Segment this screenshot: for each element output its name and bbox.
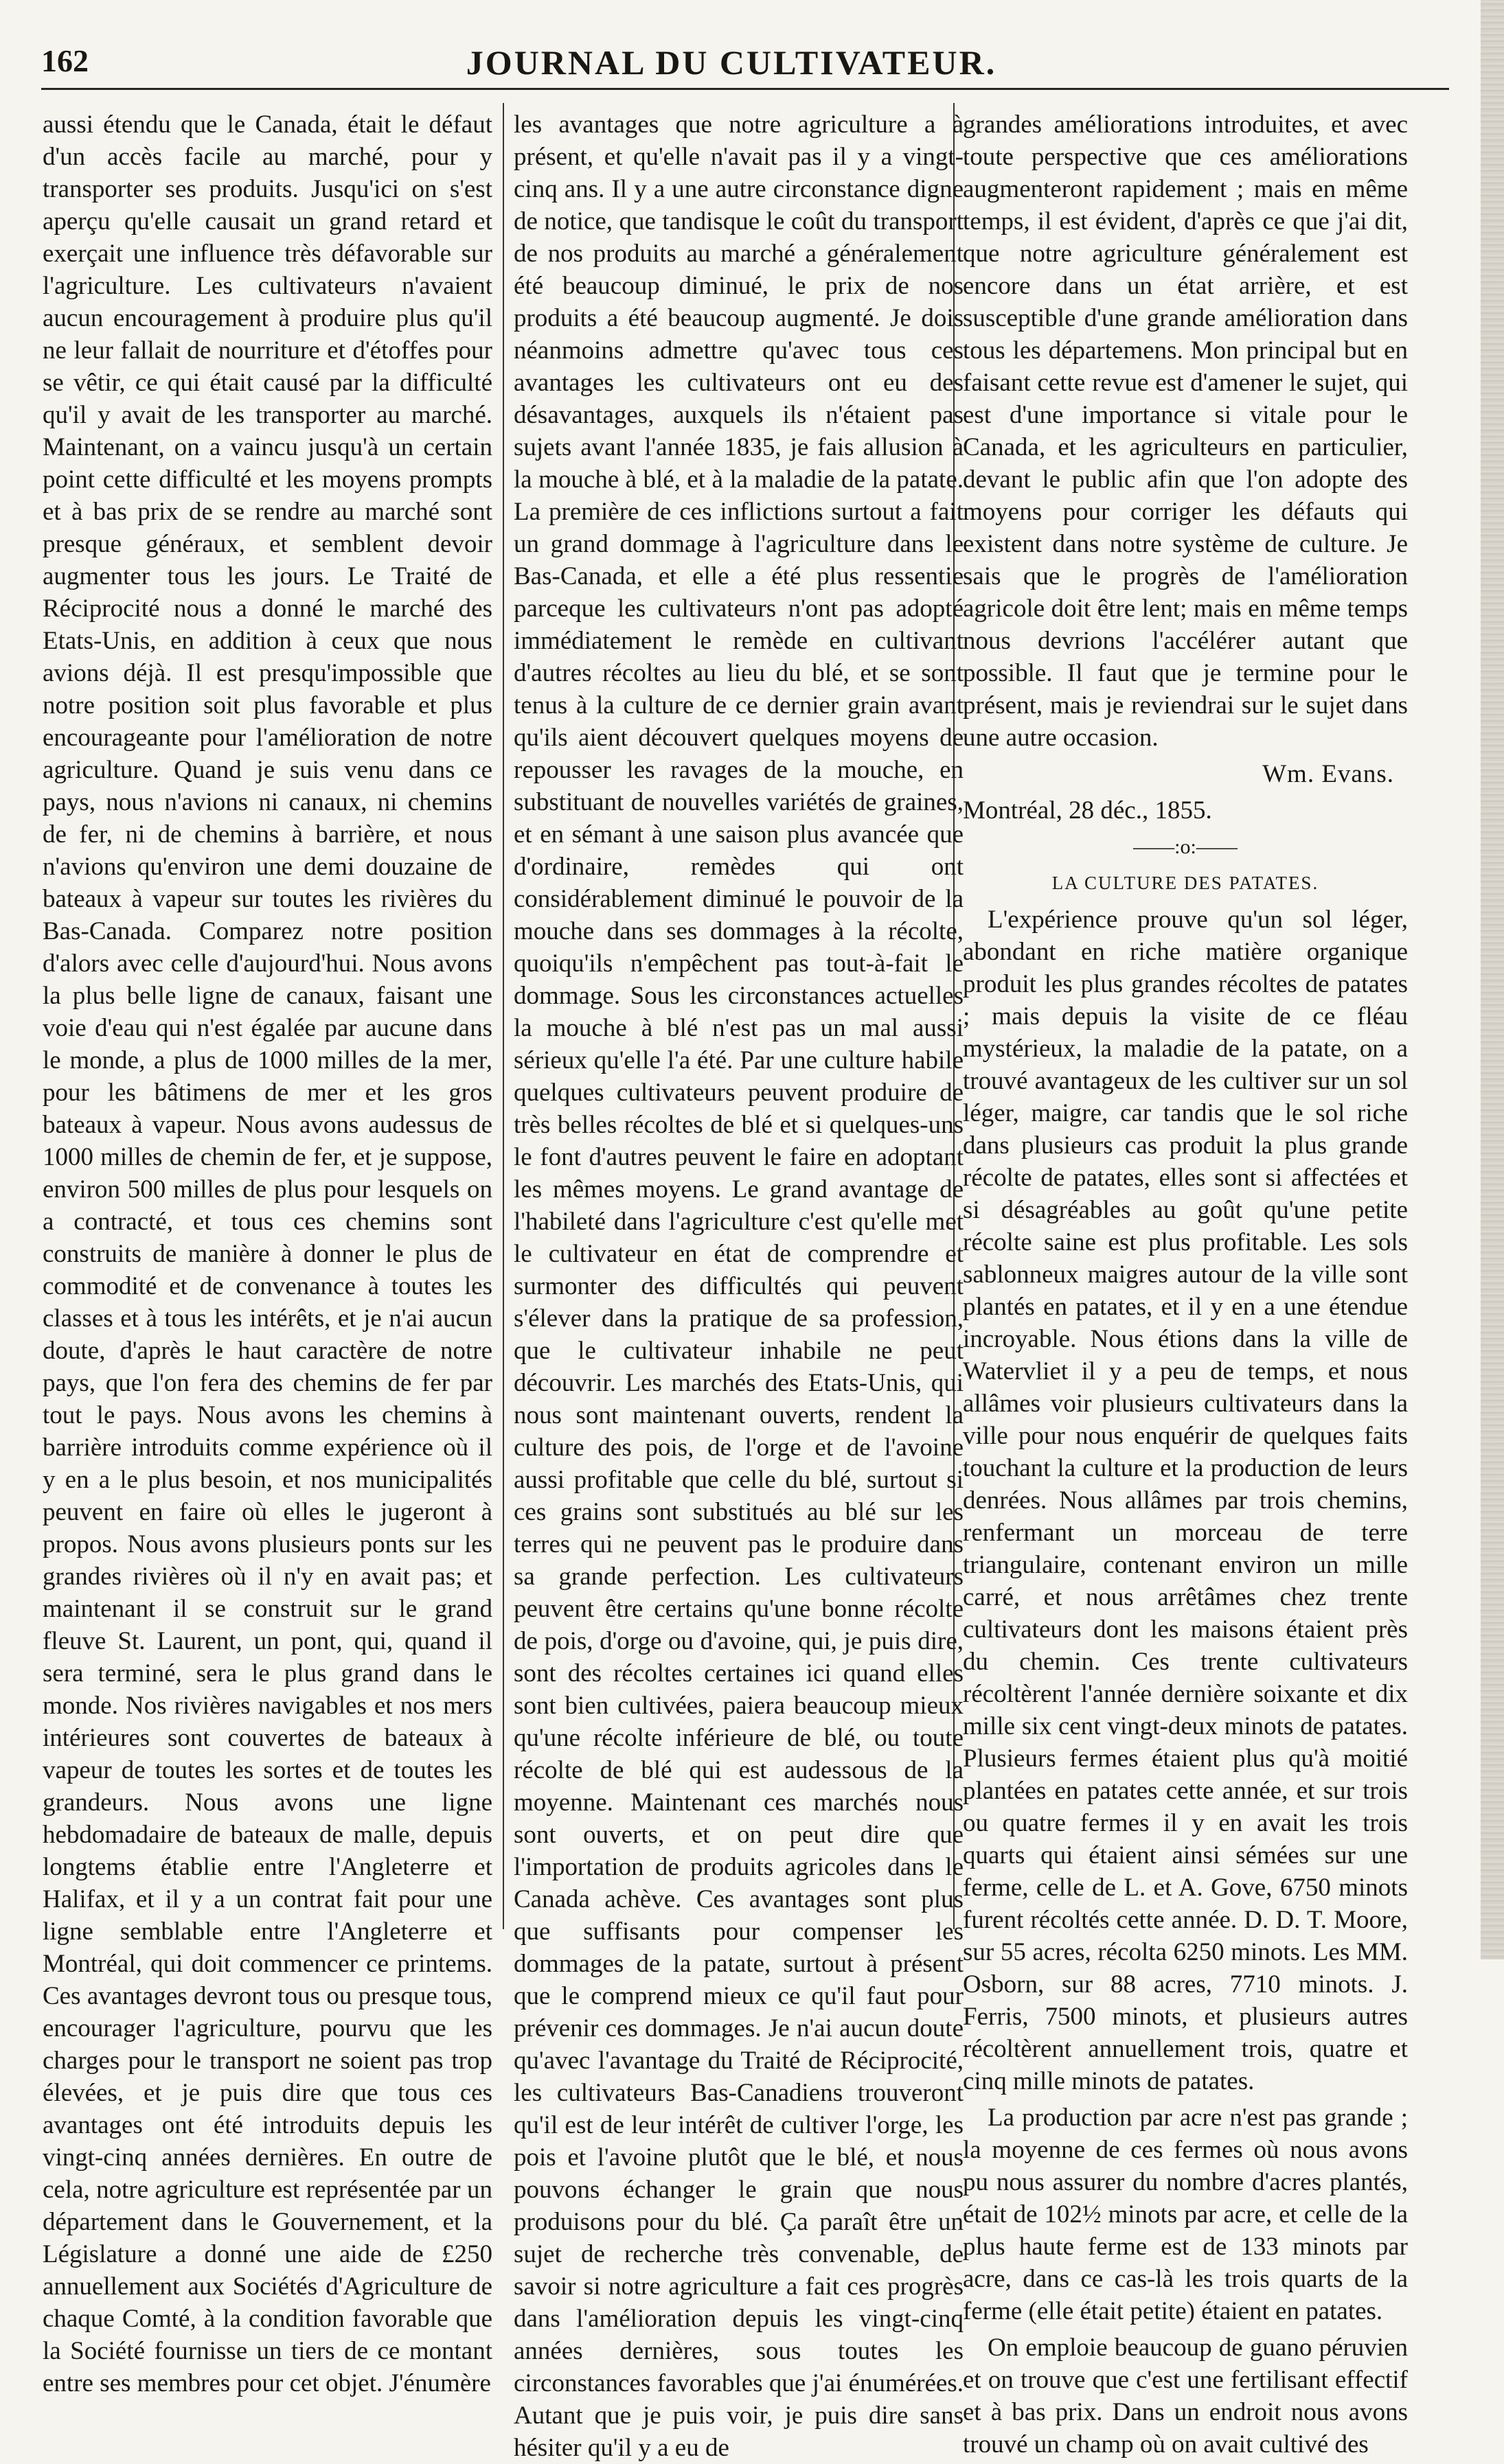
column-3-paragraph-conclusion: grandes améliorations introduites, et avec toute perspective que ces améliorations augmenteront rapidement ; mais en même temps, il est évident, d'après ce que j'ai dit, que notre agriculture généralement est encore dans un état arrière, et est susceptible d'une grande amélioration dans tous les départemens. Mon principal but en faisant cette revue est d'amener le sujet, qui est d'une importance si vitale pour le Canada, et les agriculteurs en particulier, devant le public afin que l'on adopte des moyens pour corriger les défauts qui existent dans notre système de culture. Je sais que le progrès de l'amélioration agricole doit être lent; mais en même temps nous devrions l'accélérer autant que possible. Il faut que je termine pour le présent, mais je reviendrai sur le sujet dans une autre occasion. (963, 111, 1408, 752)
column-2 (514, 108, 964, 2462)
dateline: Montréal, 28 déc., 1855. (963, 796, 1212, 825)
column-1-paragraph: aussi étendu que le Canada, était le défaut d'un accès facile au marché, pour y transporter ses produits. Jusqu'ici on s'est aperçu qu'elle causait un grand retard et exerçait une influence très défavorable sur l'agriculture. Les cultivateurs n'avaient aucun encouragement à produire plus qu'il ne leur fallait de nourriture et d'étoffes pour se vêtir, ce qui était causé par la difficulté qu'il y avait de les transporter au marché. Maintenant, on a vaincu jusqu'à un certain point cette difficulté et les moyens prompts et à bas prix de se rendre au marché sont presque généraux, et semblent devoir augmenter tous les jours. Le Traité de Réciprocité nous a donné le marché des Etats-Unis, en addition à ceux que nous avions déjà. Il est presqu'impossible que notre position soit plus favorable et plus encourageante pour l'amélioration de notre agriculture. Quand je suis venu dans ce pays, nous n'avions ni canaux, ni chemins de fer, ni de chemins à barrière, et nous n'avions qu'environ une demi douzaine de bateaux à vapeur sur toutes les rivières du Bas-Canada. Comparez notre position d'alors avec celle d'aujourd'hui. Nous avons la plus belle ligne de canaux, faisant une voie d'eau qui n'est égalée par aucune dans le monde, a plus de 1000 milles de la mer, pour les bâtimens de mer et les gros bateaux à vapeur. Nous avons audessus de 1000 milles de chemin de fer, et je suppose, environ 500 milles de plus pour lesquels on a contracté, et tous ces chemins sont construits de manière à donner le plus de commodité et de convenance à toutes les classes et à tous les intérêts, et je n'ai aucun doute, d'après le haut caractère de notre pays, que l'on fera des chemins de fer par tout le pays. Nous avons les chemins à barrière introduits comme expérience où il y en a le plus besoin, et nos municipalités peuvent en faire où elles le jugeront à propos. Nous avons plusieurs ponts sur les grandes rivières où il n'y en avait pas; et maintenant il se construit sur le grand fleuve St. Laurent, un pont, qui, quand il sera terminé, sera le plus grand dans le monde. Nos rivières navigables et nos mers intérieures sont couvertes de bateaux à vapeur de toutes les sortes et de toutes les grandeurs. Nous avons une ligne hebdomadaire de bateaux de malle, depuis longtems établie entre l'Angleterre et Halifax, et il y a un contrat fait pour une ligne semblable entre l'Angleterre et Montréal, qui doit commencer ce printems. Ces avantages devront tous ou presque tous, encourager l'agriculture, pourvu que les charges pour le transport ne soient pas trop élevées, et je puis dire que tous ces avantages ont été introduits depuis les vingt-cinq années dernières. En outre de cela, notre agriculture est représentée par un département dans le Gouvernement, et la Législature a donné une aide de £250 annuellement aux Sociétés d'Agriculture de chaque Comté, à la condition favorable que la Société fournisse un tiers de ce montant entre ses membres pour cet objet. J'énumère (43, 111, 492, 2397)
column-1 (43, 108, 492, 2397)
column-2-paragraph: les avantages que notre agriculture a à présent, et qu'elle n'avait pas il y a vingt-cinq ans. Il y a une autre circonstance digne de notice, que tandisque le coût du transport de nos produits au marché a généralement été beaucoup diminué, le prix de nos produits a été beaucoup augmenté. Je dois néanmoins admettre qu'avec tous ces avantages les cultivateurs ont eu des désavantages, auxquels ils n'étaient pas sujets avant l'année 1835, je fais allusion à la mouche à blé, et à la maladie de la patate. La première de ces inflictions surtout a fait un grand dommage à l'agriculture dans le Bas-Canada, et elle a été plus ressentie parceque les cultivateurs n'ont pas adopté immédiatement le remède en cultivant d'autres récoltes au lieu du blé, et se sont tenus à la culture de ce dernier grain avant qu'ils aient découvert quelques moyens de repousser les ravages de la mouche, en substituant de nouvelles variétés de graines, et en sémant à une saison plus avancée que d'ordinaire, remèdes qui ont considérablement diminué le pouvoir de la mouche dans ses dommages à la récolte, quoiqu'ils n'empêchent pas tout-à-fait le dommage. Sous les circonstances actuelles la mouche à blé n'est pas un mal aussi sérieux qu'elle l'a été. Par une culture habile quelques cultivateurs peuvent produire de très belles récoltes de blé et si quelques-uns le font d'autres peuvent le faire en adoptant les mêmes moyens. Le grand avantage de l'habileté dans l'agriculture c'est qu'elle met le cultivateur en état de comprendre et surmonter des difficultés qui peuvent s'élever dans la pratique de sa profession, que le cultivateur inhabile ne peut découvrir. Les marchés des Etats-Unis, qui nous sont maintenant ouverts, rendent la culture des pois, de l'orge et de l'avoine aussi profitable que celle du blé, surtout si ces grains sont substitués au blé sur les terres qui ne peuvent pas le produire dans sa grande perfection. Les cultivateurs peuvent être certains qu'une bonne récolte de pois, d'orge ou d'avoine, qui, je puis dire, sont des récoltes certaines ici quand elles sont bien cultivées, paiera beaucoup mieux qu'une récolte inférieure de blé, ou toute récolte de blé qui est audessous de la moyenne. Maintenant ces marchés nous sont ouverts, et on peut dire que l'importation de produits agricoles dans le Canada achève. Ces avantages sont plus que suffisants pour compenser les dommages de la patate, surtout à présent que le comprend mieux ce qu'il faut pour prévenir ces dommages. Je n'ai aucun doute qu'avec l'avantage du Traité de Réciprocité, les cultivateurs Bas-Canadiens trouveront qu'il est de leur intérêt de cultiver l'orge, les pois et l'avoine plutôt que le blé, et nous pouvons échanger le grain que nous produisons pour du blé. Ça paraît être un sujet de recherche très convenable, de savoir si notre agriculture a fait ces progrès dans l'amélioration depuis les vingt-cinq années dernières, sous toutes les circonstances favorables que j'ai énumérées. Autant que je puis voir, je puis dire sans hésiter qu'il y a eu de (514, 111, 964, 2462)
journal-title: JOURNAL DU CULTIVATEUR. (466, 43, 997, 82)
column-3-paragraph: La production par acre n'est pas grande ; la moyenne de ces fermes où nous avons pu nous assurer du nombre d'acres plantés, était de 102½ minots par acre, et celle de la plus haute ferme est de 133 minots par acre, dans ce cas-là les trois quarts de la ferme (elle était petite) étaient en patates. (963, 2104, 1408, 2325)
section-title: LA CULTURE DES PATATES. (1051, 873, 1319, 893)
section-separator: ——:o:—— (1133, 836, 1238, 858)
column-3-paragraph: L'expérience prouve qu'un sol léger, abondant en riche matière organique produit les plus grandes récoltes de patates ; mais depuis la visite de ce fléau mystérieux, la maladie de la patate, on a trouvé avantageux de les cultiver sur un sol léger, maigre, car tandis que le sol riche dans plusieurs cas produit la plus grande récolte de patates, elles sont si affectées et si désagréables au goût qu'une petite récolte saine est plus profitable. Les sols sablonneux maigres autour de la ville sont plantés en patates, et il y en a une étendue incroyable. Nous étions dans la ville de Watervliet il y a peu de temps, et nous allâmes voir plusieurs cultivateurs dans la ville pour nous enquérir de quelques faits touchant la culture et la production de leurs denrées. Nous allâmes par trois chemins, renfermant un morceau de terre triangulaire, contenant environ un mille carré, et nous arrêtâmes chez trente cultivateurs dont les maisons étaient près du chemin. Ces trente cultivateurs récoltèrent l'année dernière soixante et dix mille six cent vingt-deux minots de patates. Plusieurs fermes étaient plus qu'à moitié plantées en patates cette année, et sur trois ou quatre fermes il y en avait les trois quarts qui étaient ainsi sémées sur une ferme, celle de L. et A. Gove, 6750 minots furent récoltés cette année. D. D. T. Moore, sur 55 acres, récolta 6250 minots. Les MM. Osborn, sur 88 acres, 7710 minots. J. Ferris, 7500 minots, et plusieurs autres récoltèrent annuellement trois, quatre et cinq mille minots de patates. (963, 906, 1408, 2095)
page-edge-scan-artifact (1481, 0, 1504, 1959)
author-signature: Wm. Evans. (1262, 760, 1394, 788)
column-3 (963, 108, 1408, 2459)
page-number: 162 (41, 43, 89, 78)
page-header (41, 43, 1422, 91)
header-rule (41, 88, 1449, 90)
column-3-paragraph: On emploie beaucoup de guano péruvien et on trouve que c'est une fertilisant effectif et à bas prix. Dans un endroit nous avons trouvé un champ où on avait cultivé des (963, 2334, 1408, 2459)
column-divider-1 (503, 103, 504, 1929)
